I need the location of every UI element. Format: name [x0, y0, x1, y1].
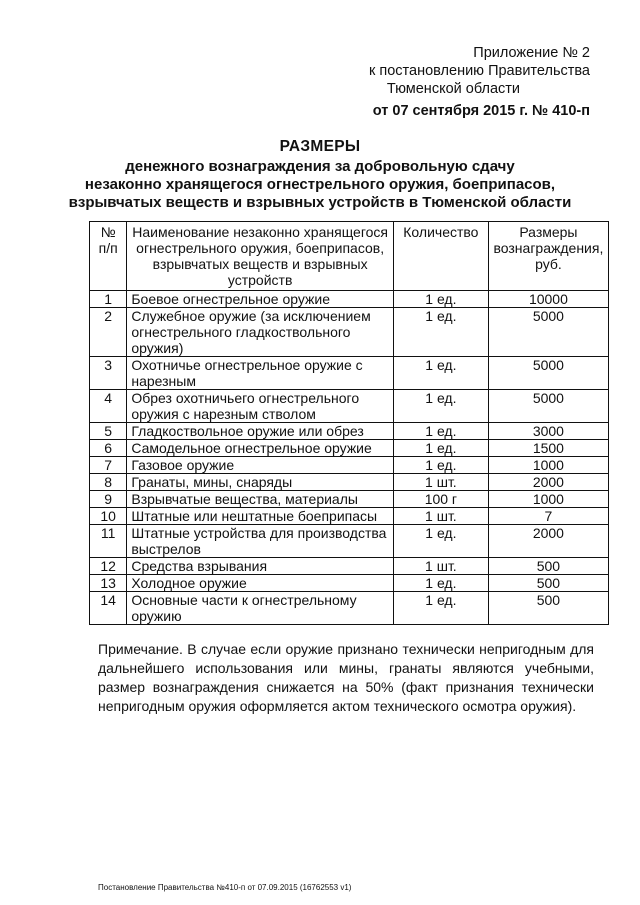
row-name: Средства взрывания [127, 558, 394, 575]
note-text: Примечание. В случае если оружие признано технически непригодным для дальнейшего использования или мины, гранаты являются учебными, размер вознаграждения снижается на 50% (факт признания технически непригодным оружия оформляется актом технического осмотра оружия). [98, 641, 594, 714]
row-number: 5 [90, 423, 127, 440]
appendix-block [369, 44, 590, 120]
row-quantity: 1 ед. [393, 308, 488, 357]
table-row [90, 308, 609, 357]
row-name: Обрез охотничьего огнестрельного оружия с нарезным стволом [127, 390, 394, 423]
row-amount: 500 [488, 592, 608, 625]
row-amount: 5000 [488, 308, 608, 357]
table-row [90, 440, 609, 457]
row-amount: 2000 [488, 474, 608, 491]
row-amount: 3000 [488, 423, 608, 440]
row-quantity: 1 ед. [393, 592, 488, 625]
row-quantity: 1 шт. [393, 474, 488, 491]
row-amount: 1000 [488, 491, 608, 508]
row-amount: 7 [488, 508, 608, 525]
row-number: 4 [90, 390, 127, 423]
header-qty: Количество [393, 222, 488, 291]
header-amount: Размеры вознаграждения, руб. [488, 222, 608, 291]
row-number: 10 [90, 508, 127, 525]
row-number: 1 [90, 291, 127, 308]
row-name: Газовое оружие [127, 457, 394, 474]
table-row [90, 357, 609, 390]
row-quantity: 1 ед. [393, 390, 488, 423]
awards-table [89, 221, 609, 625]
table-row [90, 457, 609, 474]
table-row [90, 291, 609, 308]
row-name: Охотничье огнестрельное оружие с нарезным [127, 357, 394, 390]
row-quantity: 1 ед. [393, 357, 488, 390]
row-name: Служебное оружие (за исключением огнестрельного гладкоствольного оружия) [127, 308, 394, 357]
row-amount: 2000 [488, 525, 608, 558]
row-amount: 5000 [488, 357, 608, 390]
row-number: 8 [90, 474, 127, 491]
footer-reference: Постановление Правительства №410-п от 07.09.2015 (16762553 v1) [98, 883, 352, 892]
row-name: Гранаты, мины, снаряды [127, 474, 394, 491]
row-name: Штатные устройства для производства выстрелов [127, 525, 394, 558]
table-row [90, 474, 609, 491]
row-number: 3 [90, 357, 127, 390]
row-quantity: 1 ед. [393, 575, 488, 592]
table-row [90, 390, 609, 423]
appendix-reference: к постановлению Правительства [369, 63, 590, 79]
document-title [0, 138, 640, 212]
row-number: 13 [90, 575, 127, 592]
row-number: 2 [90, 308, 127, 357]
appendix-date: от 07 сентября 2015 г. № 410-п [372, 103, 590, 119]
appendix-number: Приложение № 2 [473, 45, 590, 61]
row-number: 14 [90, 592, 127, 625]
row-number: 11 [90, 525, 127, 558]
row-number: 12 [90, 558, 127, 575]
row-name: Самодельное огнестрельное оружие [127, 440, 394, 457]
row-quantity: 1 ед. [393, 440, 488, 457]
title-line-2: незаконно хранящегося огнестрельного оружия, боеприпасов, [84, 176, 556, 193]
table-body [90, 291, 609, 625]
row-name: Взрывчатые вещества, материалы [127, 491, 394, 508]
row-quantity: 100 г [393, 491, 488, 508]
row-amount: 1500 [488, 440, 608, 457]
header-num: № п/п [90, 222, 127, 291]
row-amount: 500 [488, 575, 608, 592]
row-quantity: 1 шт. [393, 558, 488, 575]
row-amount: 1000 [488, 457, 608, 474]
row-quantity: 1 ед. [393, 423, 488, 440]
row-name: Холодное оружие [127, 575, 394, 592]
title-line-3: взрывчатых веществ и взрывных устройств в Тюменской области [68, 194, 572, 211]
row-amount: 10000 [488, 291, 608, 308]
title-line-1: денежного вознаграждения за добровольную сдачу [125, 158, 515, 175]
row-number: 7 [90, 457, 127, 474]
row-name: Гладкоствольное оружие или обрез [127, 423, 394, 440]
row-name: Основные части к огнестрельному оружию [127, 592, 394, 625]
table-row [90, 575, 609, 592]
row-number: 9 [90, 491, 127, 508]
appendix-region: Тюменской области [386, 81, 520, 97]
table-row [90, 525, 609, 558]
table-row [90, 491, 609, 508]
table-row [90, 592, 609, 625]
table-row [90, 423, 609, 440]
row-quantity: 1 ед. [393, 457, 488, 474]
title-main: РАЗМЕРЫ [279, 138, 361, 155]
row-number: 6 [90, 440, 127, 457]
row-quantity: 1 ед. [393, 291, 488, 308]
table-row [90, 558, 609, 575]
row-name: Боевое огнестрельное оружие [127, 291, 394, 308]
row-amount: 500 [488, 558, 608, 575]
row-quantity: 1 шт. [393, 508, 488, 525]
row-amount: 5000 [488, 390, 608, 423]
table-header-row [90, 222, 609, 291]
row-name: Штатные или нештатные боеприпасы [127, 508, 394, 525]
header-name: Наименование незаконно хранящегося огнестрельного оружия, боеприпасов, взрывчатых веществ и взрывных устройств [127, 222, 394, 291]
row-quantity: 1 ед. [393, 525, 488, 558]
table-row [90, 508, 609, 525]
